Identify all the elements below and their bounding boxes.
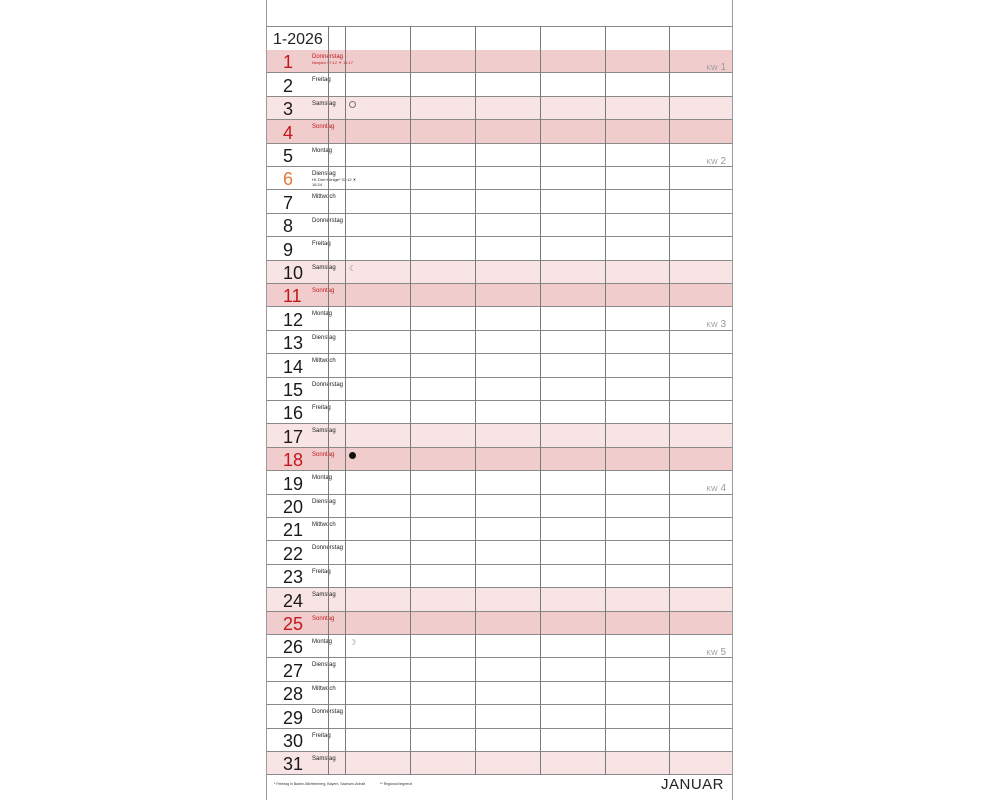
column-divider <box>328 26 329 775</box>
day-info <box>312 148 362 154</box>
day-number: 25 <box>283 613 304 634</box>
day-number: 5 <box>283 145 294 166</box>
calendar-week-number: 2 <box>720 155 726 167</box>
header-divider <box>267 26 732 27</box>
day-info <box>312 522 362 528</box>
calendar-week-label <box>706 319 726 330</box>
day-row <box>267 541 732 564</box>
column-divider <box>345 26 346 775</box>
weekday-name: Mittwoch <box>312 522 336 528</box>
day-number: 6 <box>283 169 294 190</box>
day-number: 13 <box>283 333 304 354</box>
weekday-name: Montag <box>312 639 333 645</box>
day-row <box>267 144 732 167</box>
day-row <box>267 729 732 752</box>
moon-phase-full-icon <box>349 101 356 108</box>
calendar-sheet <box>266 0 733 800</box>
moon-phase-last-icon: ☾ <box>349 263 357 273</box>
day-info <box>312 171 362 187</box>
day-info <box>312 288 362 294</box>
moon-phase-first-icon: ☽ <box>349 638 357 647</box>
weekday-name: Dienstag <box>312 498 336 505</box>
day-number: 12 <box>283 309 304 330</box>
weekday-name: Samstag <box>312 592 336 599</box>
day-number: 7 <box>283 192 294 213</box>
day-row <box>267 378 732 401</box>
weekday-name: Freitag <box>312 241 331 248</box>
weekday-name: Sonntag <box>312 615 335 622</box>
day-row <box>267 635 732 658</box>
calendar-week-prefix: KW <box>706 650 718 657</box>
calendar-week-number: 5 <box>720 647 726 658</box>
day-info <box>312 382 362 388</box>
day-row <box>267 658 732 681</box>
day-info <box>312 733 362 739</box>
weekday-name: Sonntag <box>312 288 335 294</box>
day-number: 9 <box>283 239 294 260</box>
day-number: 14 <box>283 356 304 377</box>
day-number: 23 <box>283 567 304 588</box>
weekday-name: Donnerstag <box>312 381 344 388</box>
calendar-week-number: 1 <box>720 62 726 73</box>
day-info <box>312 545 362 551</box>
column-divider <box>605 26 606 775</box>
day-info <box>312 358 362 364</box>
day-info <box>312 124 362 130</box>
day-number: 1 <box>283 52 294 73</box>
day-info <box>312 662 362 668</box>
day-number: 24 <box>283 590 304 611</box>
day-info <box>312 499 362 505</box>
day-row <box>267 167 732 190</box>
weekday-name: Samstag <box>312 264 336 271</box>
month-year-title: 1-2026 <box>273 31 323 48</box>
day-row <box>267 401 732 424</box>
day-info <box>312 616 362 622</box>
column-divider <box>475 26 476 775</box>
weekday-name: Montag <box>312 475 333 482</box>
weekday-name: Dienstag <box>312 662 336 669</box>
day-number: 8 <box>283 216 294 237</box>
calendar-week-prefix: KW <box>706 65 718 72</box>
weekday-name: Freitag <box>312 568 331 575</box>
day-number: 28 <box>283 684 304 705</box>
day-row <box>267 190 732 213</box>
weekday-name: Freitag <box>312 732 331 739</box>
day-number: 17 <box>283 426 304 447</box>
weekday-name: Donnerstag <box>312 545 344 552</box>
weekday-name: Samstag <box>312 756 336 762</box>
calendar-week-number: 3 <box>720 319 726 331</box>
day-info <box>312 335 362 341</box>
day-row <box>267 752 732 775</box>
weekday-name: Freitag <box>312 405 331 411</box>
moon-phase-new-icon <box>349 452 356 459</box>
day-info <box>312 194 362 200</box>
calendar-week-prefix: KW <box>706 158 718 166</box>
day-row <box>267 97 732 120</box>
holiday-note: Hl. Drei Könige* 07:12 ☀ 16:24 <box>312 177 357 187</box>
day-info <box>312 709 362 715</box>
day-row <box>267 518 732 541</box>
day-row <box>267 120 732 143</box>
calendar-week-label <box>706 62 726 73</box>
day-row <box>267 424 732 447</box>
weekday-name: Montag <box>312 147 333 154</box>
day-row <box>267 261 732 284</box>
weekday-name: Samstag <box>312 100 336 107</box>
day-row <box>267 588 732 611</box>
day-number: 22 <box>283 543 304 564</box>
calendar-week-label <box>706 647 726 658</box>
weekday-name: Mittwoch <box>312 685 336 692</box>
day-number: 20 <box>283 496 304 517</box>
day-number: 18 <box>283 450 304 471</box>
weekday-name: Donnerstag <box>312 709 344 716</box>
holiday-note: Neujahr 07:12 ☀ 16:17 <box>312 60 353 65</box>
day-number: 21 <box>283 520 304 541</box>
calendar-week-label <box>706 483 726 494</box>
day-number: 10 <box>283 262 304 283</box>
weekday-name: Montag <box>312 311 333 318</box>
day-info <box>312 686 362 692</box>
day-row <box>267 565 732 588</box>
day-number: 30 <box>283 730 304 751</box>
day-row <box>267 612 732 635</box>
day-number: 15 <box>283 379 304 400</box>
calendar-week-prefix: KW <box>706 486 718 494</box>
day-row <box>267 50 732 73</box>
footnote-regional: ** Regional begrenzt <box>380 782 413 786</box>
weekday-name: Donnerstag <box>312 54 344 60</box>
weekday-name: Dienstag <box>312 171 336 177</box>
day-number: 27 <box>283 660 304 681</box>
day-row <box>267 214 732 237</box>
day-info <box>312 756 362 762</box>
column-divider <box>410 26 411 775</box>
weekday-name: Sonntag <box>312 124 335 131</box>
day-number: 31 <box>283 754 304 775</box>
day-info <box>312 241 362 247</box>
day-number: 26 <box>283 637 304 658</box>
day-number: 3 <box>283 99 294 120</box>
month-name: JANUAR <box>660 776 724 793</box>
day-row <box>267 448 732 471</box>
weekday-name: Dienstag <box>312 334 336 341</box>
day-number: 29 <box>283 707 304 728</box>
day-row <box>267 284 732 307</box>
weekday-name: Freitag <box>312 77 331 84</box>
day-info <box>312 54 362 65</box>
day-row <box>267 471 732 494</box>
column-divider <box>540 26 541 775</box>
footnote-holiday: * Feiertag in Baden-Württemberg, Bayern, Sachsen-Anhalt <box>274 782 366 786</box>
day-info <box>312 592 362 598</box>
weekday-name: Sonntag <box>312 451 335 458</box>
day-info <box>312 475 362 481</box>
day-info <box>312 428 362 434</box>
calendar-week-prefix: KW <box>706 322 718 330</box>
day-number: 4 <box>283 122 294 143</box>
column-divider <box>669 26 670 775</box>
day-row <box>267 331 732 354</box>
day-info <box>312 218 362 224</box>
day-row <box>267 354 732 377</box>
day-row <box>267 237 732 260</box>
weekday-name: Donnerstag <box>312 217 344 224</box>
day-row <box>267 495 732 518</box>
calendar-week-number: 4 <box>720 483 726 495</box>
day-row <box>267 705 732 728</box>
day-info <box>312 405 362 411</box>
weekday-name: Mittwoch <box>312 358 336 365</box>
day-number: 16 <box>283 403 304 424</box>
calendar-week-label <box>706 156 726 167</box>
day-row <box>267 682 732 705</box>
day-number: 2 <box>283 75 294 96</box>
weekday-name: Samstag <box>312 428 336 435</box>
weekday-name: Mittwoch <box>312 194 336 201</box>
day-number: 11 <box>283 286 302 307</box>
day-number: 19 <box>283 473 304 494</box>
day-row <box>267 73 732 96</box>
day-info <box>312 569 362 575</box>
day-info <box>312 77 362 83</box>
day-row <box>267 307 732 330</box>
day-info <box>312 311 362 317</box>
